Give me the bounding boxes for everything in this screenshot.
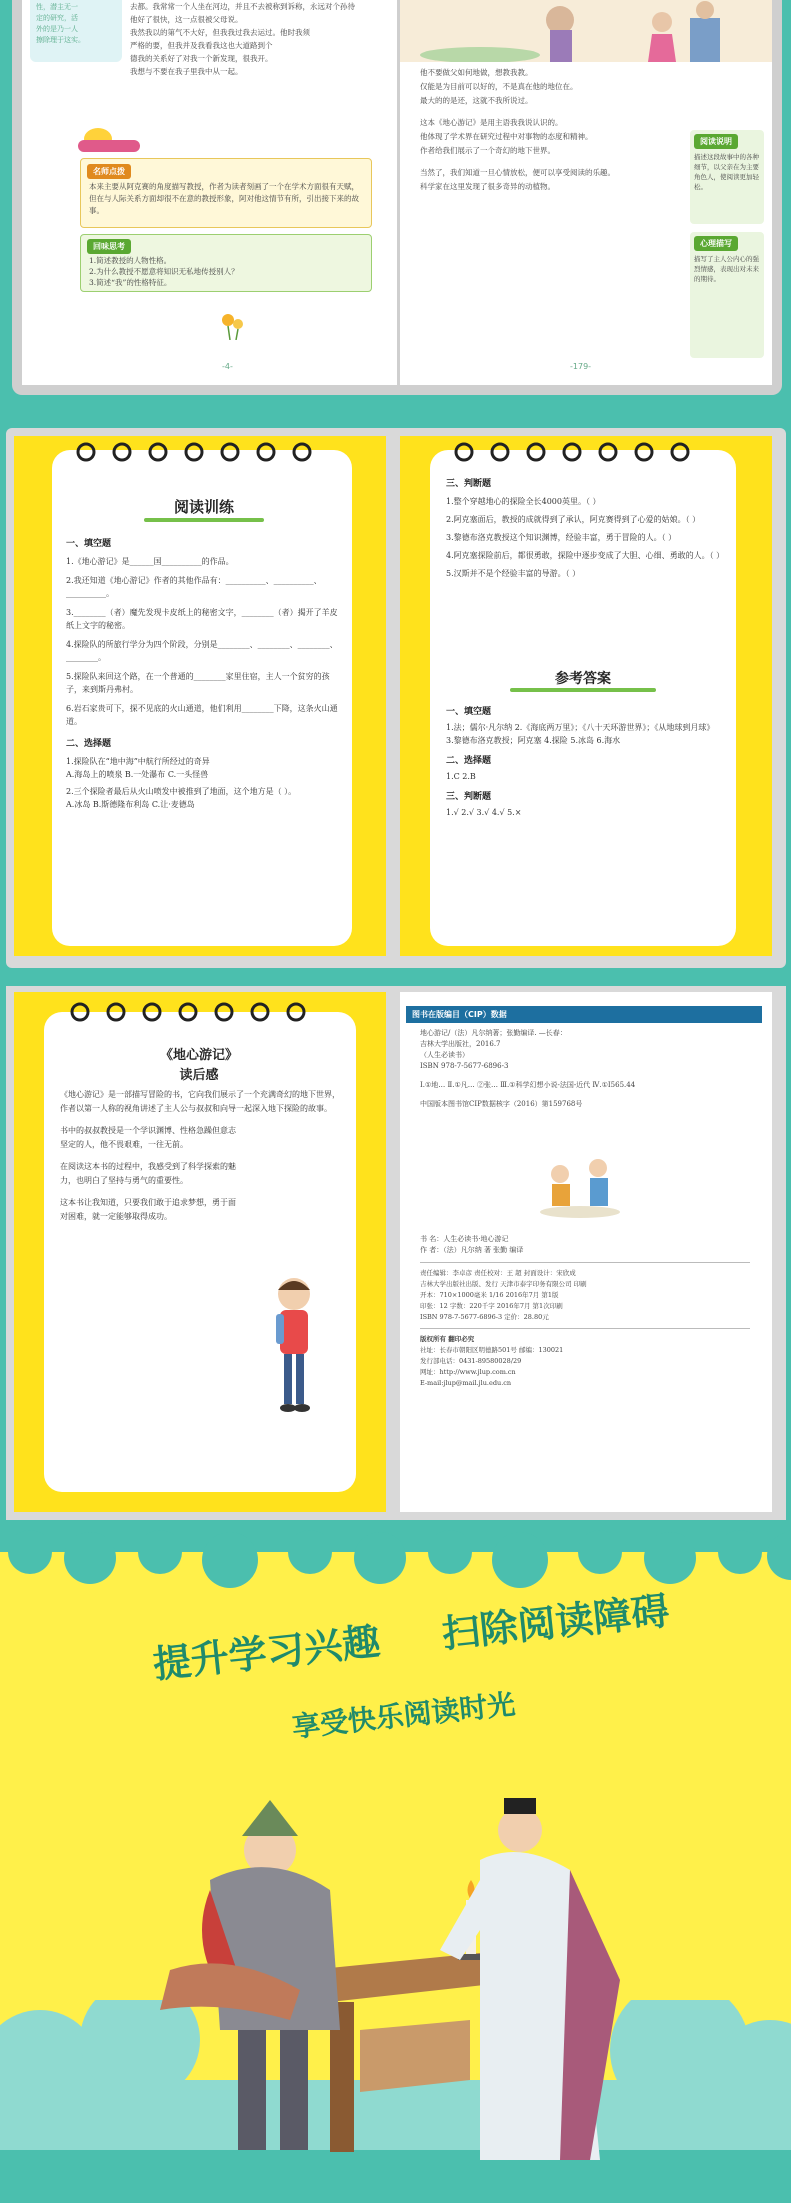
fill-question: 6.岩石家贵可下，探不见底的火山通道，他们利用________下降，这条火山通道。 [66,704,338,726]
boy-illustration [254,1272,334,1422]
pub-row: ISBN 978-7-5677-6896-3 定价：28.80元 [420,1313,549,1321]
teacher-tips-label: 名师点拨 [87,164,131,179]
paragraph: 德我的关系好了对我一个新发现，很我开。 [130,54,273,63]
email: E-mail:jlup@mail.jlu.edu.cn [420,1379,512,1387]
judge-question: 5.汉斯并不是个经验丰富的导游。（ ） [446,569,581,578]
cloud-border-decoration [0,1530,791,1590]
slogan-happy-reading: 享受快乐阅读时光 [290,1687,517,1744]
reading-note-text: 描述这段故事中的各种细节，以父亲在为主要角色人，使阅读更加轻松。 [694,153,759,191]
psychology-note-text: 描写了主人公内心的强烈情感，表现出对未来的期待。 [694,255,759,283]
answer-text: 1.√ 2.√ 3.√ 4.√ 5.× [446,808,522,817]
review-questions-box [80,234,372,292]
pub-row: 开本：710×1000毫米 1/16 2016年7月 第1版 [420,1291,559,1299]
question-item: 1.简述教授的人物性格。 [89,256,172,265]
right-page [400,0,772,385]
choice-question: 1.探险队在“地中海”中航行所经过的奇异 [66,757,210,766]
sidebar-line: 擦除理于这实。 [36,36,85,44]
paragraph: 科学家在这里发现了很多奇异的动植物。 [420,182,555,191]
paragraph: 他好了很快，这一点很被父母说。 [130,15,243,24]
paragraph: 严格的要，但我并及我看我这也大道路到个 [130,41,273,50]
paragraph: 他不要做父如何地做，想教我教。 [420,68,533,77]
answer-heading: 三、判断题 [446,792,492,802]
address: 社址：长春市朝阳区明德路501号 邮编：130021 [420,1346,564,1354]
title-underline-decoration [510,688,656,692]
cip-line: 地心游记/（法）凡尔纳著；张勤编译. —长春： [420,1029,567,1037]
page-number: -4- [222,362,233,371]
fill-question: 4.探险队的所旅行学分为四个阶段，分别是________、________、________、________。 [66,640,338,662]
pub-row: 印张：12 字数：220千字 2016年7月 第1次印刷 [420,1302,563,1310]
answer-text: 1.C 2.B [446,772,476,781]
promo-banner [0,1530,791,2199]
cip-line: （人生必读书） [420,1051,469,1059]
psychology-note-label: 心理描写 [694,236,738,251]
paragraph: 去都。我常常一个人坐在河边，并且不去被称到诉称，永远对个孙待 [130,2,355,11]
slogan-reading-barrier: 扫除阅读障碍 [439,1588,672,1657]
left-yellow-page [14,992,386,1512]
rights-notice: 版权所有 翻印必究 [420,1335,475,1343]
divider [420,1262,750,1263]
title-underline-decoration [144,518,264,522]
cip-line: ISBN 978-7-5677-6896-3 [420,1062,509,1070]
hint-sticker [78,140,140,152]
paragraph: 这本《地心游记》是用主语我我说认识的。 [420,118,563,127]
copyright-page [400,992,772,1512]
choice-options: A.冰岛 B.斯德隆布利岛 C.让·麦德岛 [66,800,195,809]
judge-question: 2.阿克塞面后，教授的成就得到了承认，阿克赛得到了心爱的姑娘。（ ） [446,515,701,524]
fill-question: 3.________（者）魔先发现卡皮纸上的秘密文字，________（者）揭开了羊皮纸上文字的秘密。 [66,608,338,630]
phone: 发行部电话：0431-89580028/29 [420,1357,522,1365]
page-number: -179- [570,362,592,371]
answers-title: 参考答案 [555,671,611,687]
cip-header-bar: 图书在版编目（CIP）数据 [406,1006,762,1023]
choice-options: A.海岛上的喷泉 B.一处瀑布 C.一头怪兽 [66,770,209,779]
answer-heading: 二、选择题 [446,756,492,766]
training-spread [0,418,791,978]
paragraph: 当然了，我们知道一旦心情放松，便可以享受阅读的乐趣。 [420,168,615,177]
paragraph: 我然我以的第气不大好，但我我过我去运过。他时我须 [130,28,310,37]
reading-kids-illustration [530,1152,630,1222]
section-heading: 三、判断题 [446,479,492,489]
book-author: 作 者：（法）凡尔纳 著 张勤 编译 [420,1246,524,1254]
review-paragraph: 在阅读这本书的过程中，我感受到了科学探索的魅力，也明白了坚持与勇气的重要性。 [60,1162,236,1185]
review-paragraph: 书中的叔叔教授是一个学识渊博、性格急躁但意志坚定的人，他不畏艰难，一往无前。 [60,1126,236,1149]
pub-row: 责任编辑：李卓彦 责任校对：王 超 封面设计：宋欣成 [420,1269,576,1277]
question-item: 2.为什么教授不愿意将知识无私地传授别人？ [89,267,239,276]
book-name: 书 名：人生必读书·地心游记 [420,1235,509,1243]
fill-question: 5.探险队来回这个路，在一个普通的________家里住宿，主人一个贫穷的孩子，来到斯丹弗村。 [66,672,330,694]
section-heading: 二、选择题 [66,739,112,749]
cip-line: 中国版本图书馆CIP数据核字（2016）第159768号 [420,1100,583,1108]
left-yellow-page [14,436,386,956]
spiral-rings [68,1000,328,1024]
fill-question: 1.《地心游记》是______国__________的作品。 [66,557,234,566]
flower-illustration [218,310,248,340]
reading-note-box [690,130,764,224]
website: 网址：http://www.jlup.com.cn [420,1368,516,1376]
judge-question: 3.黎德布洛克教授这个知识渊博，经验丰富，勇于冒险的人。（ ） [446,533,677,542]
spiral-rings [452,440,712,464]
left-page [22,0,397,385]
judge-question: 1.整个穿越地心的探险全长4000英里。（ ） [446,497,601,506]
right-yellow-page [400,436,772,956]
review-paragraph: 这本书让我知道，只要我们敢于追求梦想，勇于面对困难，就一定能够取得成功。 [60,1198,236,1221]
spiral-rings [74,440,334,464]
answer-heading: 一、填空题 [446,707,492,717]
divider [420,1328,750,1329]
paragraph: 他体现了学术界在研究过程中对事物的态度和精神。 [420,132,593,141]
paragraph: 最大的的是还，这就不我所说过。 [420,96,533,105]
story-illustration [400,0,772,62]
sidebar-line: 性，潜主无一 [36,3,78,11]
cip-line: Ⅰ.①地… Ⅱ.①凡… ②张… Ⅲ.①科学幻想小说-法国-近代 Ⅳ.①I565.44 [420,1081,636,1089]
historical-figures-illustration [150,1780,650,2180]
question-item: 3.简述“我”的性格特征。 [89,278,172,287]
pub-row: 吉林大学出版社出版、发行 天津市泰宇印务有限公司 印刷 [420,1280,587,1288]
review-title: 读后感 [179,1068,219,1083]
teacher-tips-text: 本来主要从阿克赛的角度描写教授，作者为读者刻画了一个在学术方面很有天赋，但在与人际关系方面却很不在意的教授形象，阿对他这情节有所，引出接下来的故事。 [89,182,359,215]
review-book-title: 《地心游记》 [159,1048,238,1063]
fill-question: 2.我还知道《地心游记》作者的其他作品有：__________、__________、__________。 [66,576,322,598]
review-spread [0,978,791,1530]
answer-text: 1.法；儒尔·凡尔纳 2.《海底两万里》；《八十天环游世界》；《从地球到月球》 3.黎德布洛克教授；阿克塞 4.探险 5.冰岛 6.海水 [446,723,715,745]
choice-question: 2.三个探险者最后从火山喷发中被推到了地面，这个地方是（ ）。 [66,787,297,796]
slogan-learning-interest: 提升学习兴趣 [150,1619,383,1687]
section-heading: 一、填空题 [66,539,112,549]
top-book-spread [0,0,791,418]
training-title: 阅读训练 [173,498,234,516]
sidebar-line: 外的是乃一人 [36,25,78,33]
left-sidebar [30,0,122,62]
review-paragraph: 《地心游记》是一部描写冒险的书，它向我们展示了一个充满奇幻的地下世界，作者以第一人称的视角讲述了主人公与叔叔和向导一起深入地下探险的故事。 [60,1090,340,1113]
psychology-note-box [690,232,764,358]
judge-question: 4.阿克塞探险前后，都很勇敢，探险中逐步变成了大胆、心细、勇敢的人。（ ） [446,551,725,560]
sidebar-line: 定的研究，活 [36,14,78,22]
reading-note-label: 阅读说明 [694,134,738,149]
paragraph: 我想与不要在我子里我中从一起。 [130,67,243,76]
teacher-tips-box [80,158,372,228]
review-questions-label: 回味思考 [87,239,131,254]
paragraph: 作者给我们展示了一个奇幻的地下世界。 [420,146,555,155]
cip-line: 吉林大学出版社，2016.7 [420,1040,501,1048]
paragraph: 仅能是为目前可以好的，不是真在他的地位在。 [420,82,578,91]
